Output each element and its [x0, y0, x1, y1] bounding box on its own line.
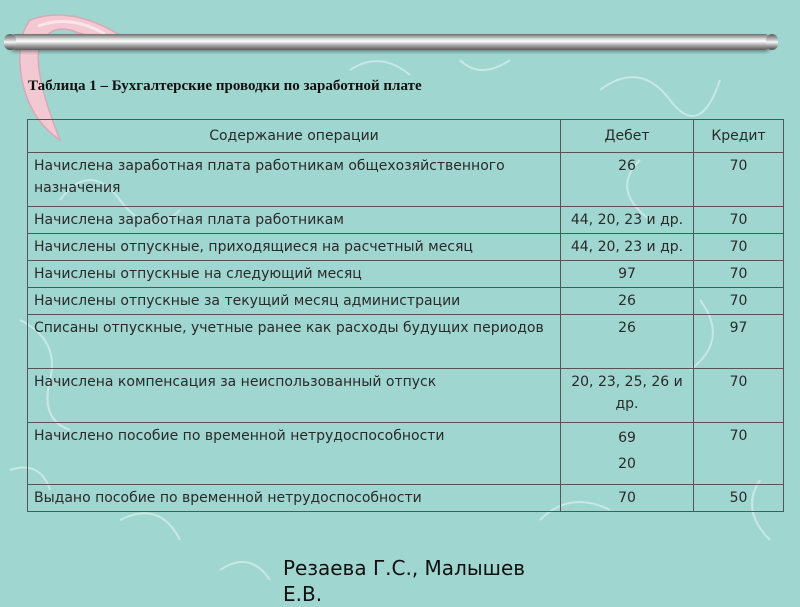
credit-cell: 70	[694, 423, 784, 485]
rod-end-right	[766, 34, 778, 50]
credit-cell: 50	[694, 485, 784, 512]
operation-cell: Начислены отпускные на следующий месяц	[28, 261, 561, 288]
rod-end-left	[4, 34, 16, 50]
credit-cell: 70	[694, 153, 784, 207]
debit-line: 69	[618, 430, 636, 446]
operation-cell: Выдано пособие по временной нетрудоспособности	[28, 485, 561, 512]
author-credit: Резаева Г.С., Малышев Е.В.	[283, 556, 526, 606]
header-operation: Содержание операции	[28, 120, 561, 153]
credit-cell: 70	[694, 207, 784, 234]
operation-cell: Начислены отпускные, приходящиеся на расчетный месяц	[28, 234, 561, 261]
table-row	[28, 485, 784, 512]
table-row	[28, 207, 784, 234]
debit-line: 20	[618, 456, 636, 472]
debit-cell: 26	[561, 153, 694, 207]
header-credit: Кредит	[694, 120, 784, 153]
credit-cell: 70	[694, 288, 784, 315]
table-row	[28, 261, 784, 288]
debit-cell	[561, 423, 694, 485]
table-row	[28, 288, 784, 315]
operation-cell: Начислена заработная плата работникам	[28, 207, 561, 234]
table-row	[28, 153, 784, 207]
table-caption: Таблица 1 – Бухгалтерские проводки по заработной плате	[28, 78, 422, 94]
metal-rod-divider	[8, 34, 772, 50]
operation-cell: Списаны отпускные, учетные ранее как расходы будущих периодов	[28, 315, 561, 369]
debit-cell: 26	[561, 288, 694, 315]
debit-cell: 44, 20, 23 и др.	[561, 234, 694, 261]
header-debit: Дебет	[561, 120, 694, 153]
operation-cell: Начислена компенсация за неиспользованный отпуск	[28, 369, 561, 423]
accounting-entries-table	[27, 119, 784, 512]
table-row	[28, 369, 784, 423]
debit-cell: 70	[561, 485, 694, 512]
credit-cell: 70	[694, 369, 784, 423]
credit-cell: 70	[694, 261, 784, 288]
debit-cell: 20, 23, 25, 26 и др.	[561, 369, 694, 423]
debit-cell: 26	[561, 315, 694, 369]
debit-cell: 97	[561, 261, 694, 288]
table-row	[28, 234, 784, 261]
operation-cell: Начислены отпускные за текущий месяц администрации	[28, 288, 561, 315]
table-row	[28, 315, 784, 369]
credit-cell: 97	[694, 315, 784, 369]
credit-cell: 70	[694, 234, 784, 261]
debit-cell: 44, 20, 23 и др.	[561, 207, 694, 234]
operation-cell: Начислено пособие по временной нетрудоспособности	[28, 423, 561, 485]
table-header-row	[28, 120, 784, 153]
operation-cell: Начислена заработная плата работникам общехозяйственного назначения	[28, 153, 561, 207]
table-row	[28, 423, 784, 485]
